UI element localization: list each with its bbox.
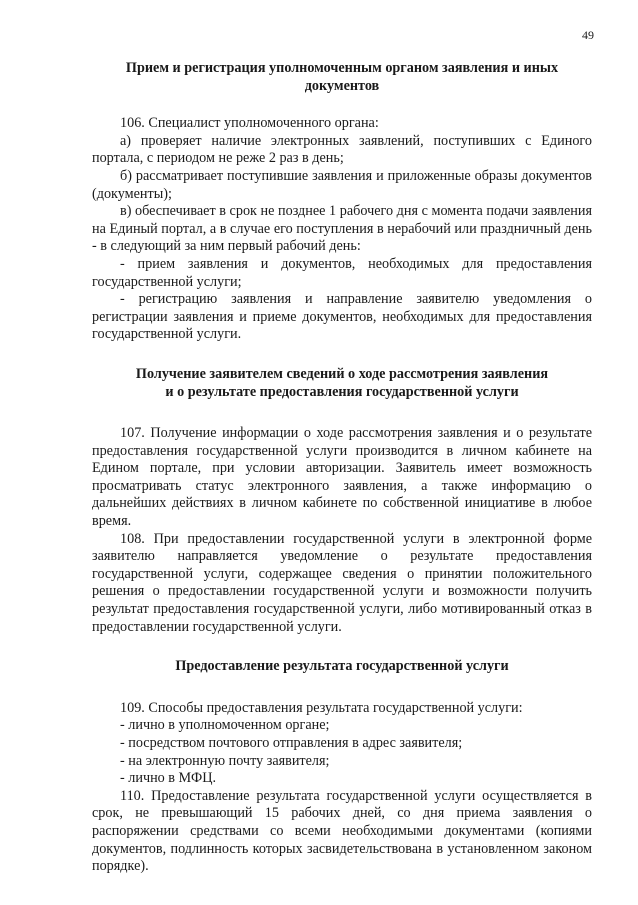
paragraph: в) обеспечивает в срок не позднее 1 рабочего дня с момента подачи заявления на Единый портал, а в случае его поступления в нерабочий или праздничный день - в следующий за ним первый рабочий день: — [92, 203, 592, 255]
section-heading — [92, 60, 592, 95]
list-item: - на электронную почту заявителя; — [120, 752, 330, 769]
paragraph: - прием заявления и документов, необходимых для предоставления государственной услуги; — [92, 255, 592, 290]
paragraph: 106. Специалист уполномоченного органа: — [120, 115, 379, 132]
section-heading — [92, 658, 592, 676]
paragraph: 109. Способы предоставления результата государственной услуги: — [120, 699, 523, 716]
heading-line: Получение заявителем сведений о ходе рассмотрения заявления — [135, 365, 549, 382]
paragraph: 107. Получение информации о ходе рассмотрения заявления и о результате предоставления государственной услуги производится в личном кабинете на Едином портале, при условии авторизации. Заявитель имеет возможность просматривать статус электронного заявления, а также информацию о дальнейших действиях в личном кабинете по собственной инициативе в любое время. — [92, 425, 592, 530]
paragraph: а) проверяет наличие электронных заявлений, поступивших с Единого портала, с периодом не реже 2 раз в день; — [92, 132, 592, 167]
heading-line: документов — [304, 77, 380, 94]
paragraph: б) рассматривает поступившие заявления и приложенные образы документов (документы); — [92, 167, 592, 202]
heading-line: Предоставление результата государственной услуги — [175, 658, 509, 675]
heading-line: и о результате предоставления государственной услуги — [165, 383, 519, 400]
section-heading — [92, 366, 592, 401]
paragraph: 108. При предоставлении государственной услуги в электронной форме заявителю направляется уведомление о результате предоставления государственной услуги, содержащее сведения о принятии положительного решения о предоставлении государственной услуги и возможности получить результат предоставления государственной услуги, либо мотивированный отказ в предоставлении государственной услуги. — [92, 530, 592, 635]
heading-line: Прием и регистрация уполномоченным органом заявления и иных — [125, 60, 559, 76]
paragraph: 110. Предоставление результата государственной услуги осуществляется в срок, не превышающий 15 рабочих дней, со дня приема заявления о распоряжении средствами со всеми необходимыми документами (копиями документов, подлинность которых засвидетельствована в установленном законом порядке). — [92, 787, 592, 875]
list-item: - лично в МФЦ. — [120, 770, 216, 787]
page-number: 49 — [582, 28, 594, 42]
list-item: - посредством почтового отправления в адрес заявителя; — [120, 735, 463, 751]
document-body — [92, 60, 592, 876]
list-item: - лично в уполномоченном органе; — [120, 717, 330, 734]
paragraph: - регистрацию заявления и направление заявителю уведомления о регистрации заявления и приеме документов, необходимых для предоставления государственной услуги. — [92, 291, 592, 343]
